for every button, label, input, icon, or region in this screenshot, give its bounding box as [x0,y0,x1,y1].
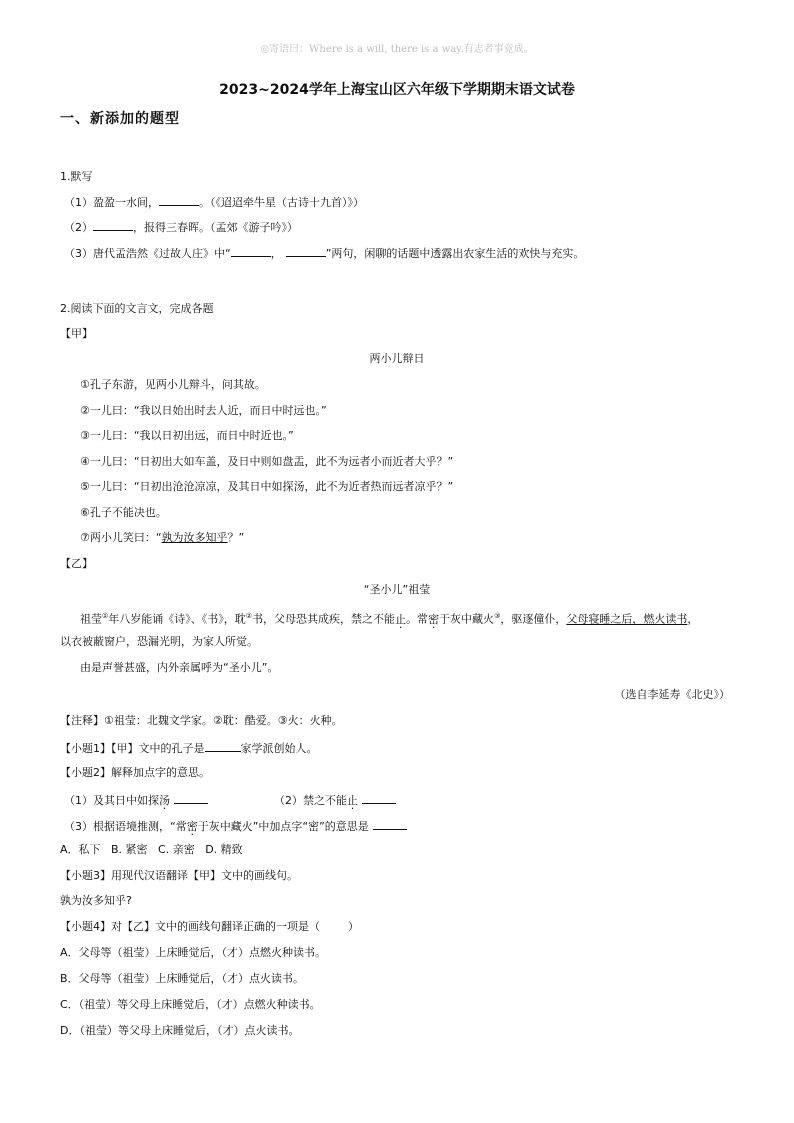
sub-question-4: 【小题4】对【乙】文中的画线句翻译正确的一项是（ ） [60,920,359,933]
passage-line: ⑥孔子不能决也。 [80,506,167,519]
footnote-mark: ② [245,612,253,620]
q1-line-3-tail: ”两句，闲聊的话题中透露出农家生活的欢快与充实。 [325,247,585,260]
sub-question-text: 【小题1】【甲】文中的孔子是 [60,742,205,755]
sub-question-text: 家学派创始人。 [240,742,318,755]
answer-blank[interactable] [373,818,407,830]
passage-line [80,531,244,545]
underlined-sentence: 孰为汝多知乎 [161,531,228,544]
item-text: 于灰中藏火”中加点字“密”的意思是 [197,820,369,833]
option-b: B．父母等（祖莹）上床睡觉后，（才）点火读书。 [60,972,305,985]
passage-text: ，驱逐僮仆， [500,612,567,626]
section-heading: 一、新添加的题型 [60,111,180,127]
q1-line-3 [64,245,584,261]
passage-text: 祖莹 [80,612,102,626]
passage-text: 。常 [406,612,429,626]
passage-line-text: ？” [227,531,245,544]
answer-blank[interactable] [205,740,241,752]
dotted-char: 密 [186,820,198,833]
passage-text: 书，父母恐其成疾，禁之不能 [252,612,396,626]
sub-question-2: 【小题2】解释加点字的意思。 [60,766,210,779]
answer-blank[interactable] [286,245,326,257]
passage-text: 于灰中藏火 [439,612,495,626]
answer-blank[interactable] [231,245,271,257]
answer-blank[interactable] [362,792,396,804]
option-a: A．父母等（祖莹）上床睡觉后，（才）点燃火种读书。 [60,946,327,959]
sub-question-1 [60,740,318,756]
q1-line-2-label: （2） [64,221,93,234]
passage-source: （选自李延寿《北史》） [614,688,730,701]
dotted-char: 止 [395,612,407,626]
answer-blank[interactable] [93,219,133,231]
sub-question-2-item-1 [64,792,208,808]
passage-line: ⑤一儿曰：“日初出沧沧凉凉，及其日中如探汤，此不为近者热而远者凉乎？” [80,480,454,493]
sub-question-2-item-3 [64,818,407,834]
passage-jia-title: 两小儿辩日 [369,352,425,365]
underlined-sentence: 父母寝睡之后，燃火读书 [566,612,688,626]
item-text: （2）禁之不能 [274,794,347,807]
q1-line-3-comma: ， [270,247,282,260]
item-text: （3）根据语境推测，“常 [64,820,187,833]
choice-options: A．私下 B. 紧密 C. 亲密 D. 精致 [60,843,243,856]
dotted-char: 密 [428,612,440,626]
passage-line: 由是声誉甚盛，内外亲属呼为“圣小儿”。 [80,661,279,674]
answer-blank[interactable] [174,792,208,804]
passage-text: ， [687,612,699,626]
passage-line: ④一儿曰：“日初出大如车盖，及日中则如盘盂，此不为远者小而近者大乎？” [80,455,454,468]
q1-line-1-text: （1）盈盈一水间， [64,196,159,209]
passage-line-text: ⑦两小儿笑曰：“ [80,531,162,544]
item-text: （1）及其日中如探 [64,794,159,807]
dotted-char: 止 [347,794,358,807]
q2-heading: 2.阅读下面的文言文，完成各题 [60,302,214,315]
passage-jia-label: 【甲】 [60,327,93,340]
passage-line: ③一儿曰：“我以日初出远，而日中时近也。” [80,429,294,442]
annotation-note: 【注释】①祖莹：北魏文学家。②耽：酷爱。③火：火种。 [60,714,343,727]
dotted-char: 汤 [159,794,170,807]
q1-line-2 [64,219,298,235]
passage-text: 年八岁能诵《诗》、《书》，耽 [108,612,246,626]
passage-line: 以衣被蔽窗户，恐漏光明，为家人所觉。 [60,635,258,648]
option-d: D．（祖莹）等父母上床睡觉后，（才）点火读书。 [60,1024,300,1037]
watermark: ◎寄语曰：Where is a will, there is a way.有志者事竟成。 [260,44,534,55]
page-title: 2023~2024学年上海宝山区六年级下学期期末语文试卷 [219,82,575,98]
sub-question-3: 【小题3】用现代汉语翻译【甲】文中的画线句。 [60,869,298,882]
q1-line-3-text: （3）唐代孟浩然《过故人庄》中“ [64,247,231,260]
sub-question-2-item-2 [274,792,396,808]
passage-line [80,609,698,627]
footnote-mark: ③ [494,612,501,620]
passage-line: ①孔子东游，见两小儿辩斗，问其故。 [80,378,266,391]
q1-line-2-text: ，报得三春晖。（孟郊《游子吟》） [133,221,298,234]
q1-heading: 1.默写 [60,170,93,183]
passage-yi-title: “圣小儿”祖莹 [363,583,431,596]
q1-line-1 [64,194,364,210]
q1-line-1-source: 。（《迢迢牵牛星（古诗十九首）》） [199,196,364,209]
sub-question-3-sentence: 孰为汝多知乎? [60,894,132,907]
answer-blank[interactable] [159,194,199,206]
passage-yi-label: 【乙】 [60,557,93,570]
option-c: C．（祖莹）等父母上床睡觉后，（才）点燃火种读书。 [60,998,321,1011]
passage-line: ②一儿曰：“我以日始出时去人近，而日中时远也。” [80,404,327,417]
footnote-mark: ① [102,612,109,620]
